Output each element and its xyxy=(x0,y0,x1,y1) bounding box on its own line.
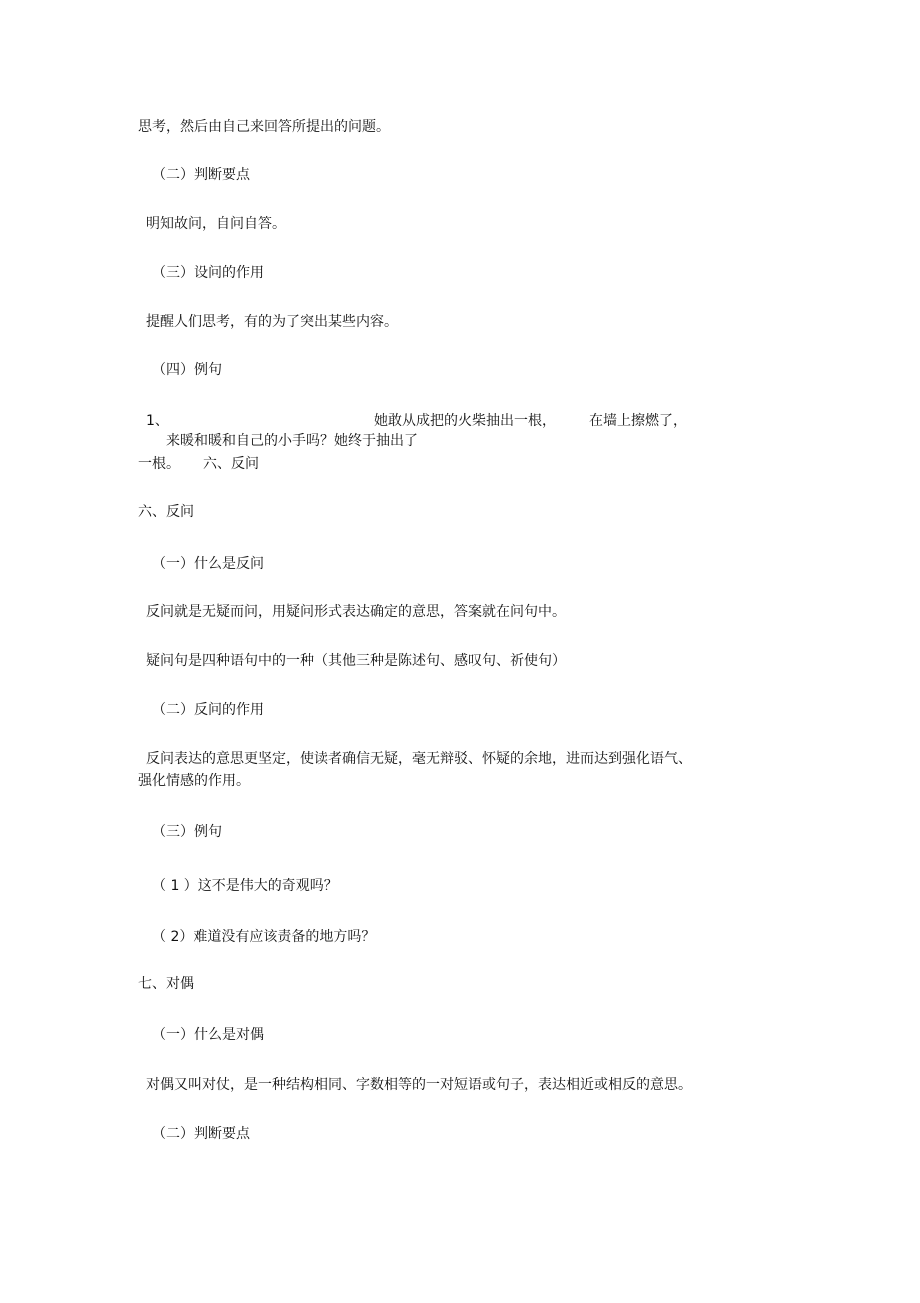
subheading-definition: （一）什么是反问 xyxy=(152,556,264,572)
subheading-definition: （一）什么是对偶 xyxy=(152,1027,264,1043)
subheading-function: （三）设问的作用 xyxy=(152,265,264,281)
example-item: （ 1 ）这不是伟大的奇观吗？ xyxy=(152,878,338,894)
example-text: 一根。 xyxy=(138,456,180,472)
body-text: 强化情感的作用。 xyxy=(138,773,250,789)
example-text: 来暖和暖和自己的小手吗？她终于抽出了 xyxy=(166,433,418,449)
body-text: 对偶又叫对仗，是一种结构相同、字数相等的一对短语或句子，表达相近或相反的意思。 xyxy=(146,1077,692,1093)
example-text: 她敢从成把的火柴抽出一根， xyxy=(374,413,556,429)
example-item: （ 2）难道没有应该责备的地方吗？ xyxy=(152,929,376,945)
subheading-examples: （四）例句 xyxy=(152,362,222,378)
subheading-function: （二）反问的作用 xyxy=(152,702,264,718)
subheading-examples: （三）例句 xyxy=(152,824,222,840)
section-heading-rhetorical-question: 六、反问 xyxy=(138,504,194,520)
body-text: 明知故问，自问自答。 xyxy=(146,216,286,232)
section-heading-antithesis: 七、对偶 xyxy=(138,976,194,992)
body-text: 疑问句是四种语句中的一种（其他三种是陈述句、感叹句、祈使句） xyxy=(146,653,566,669)
body-text: 提醒人们思考，有的为了突出某些内容。 xyxy=(146,314,398,330)
subheading-judgment-points: （二）判断要点 xyxy=(152,167,250,183)
body-text: 反问表达的意思更坚定，使读者确信无疑，毫无辩驳、怀疑的余地，进而达到强化语气、 xyxy=(146,751,692,767)
example-number: 1、 xyxy=(146,413,169,429)
body-text: 反问就是无疑而问，用疑问形式表达确定的意思，答案就在问句中。 xyxy=(146,604,566,620)
section-heading-inline: 六、反问 xyxy=(203,456,259,472)
example-text: 在墙上擦燃了， xyxy=(589,413,687,429)
subheading-judgment-points: （二）判断要点 xyxy=(152,1126,250,1142)
body-text-continuation: 思考，然后由自己来回答所提出的问题。 xyxy=(138,119,390,135)
